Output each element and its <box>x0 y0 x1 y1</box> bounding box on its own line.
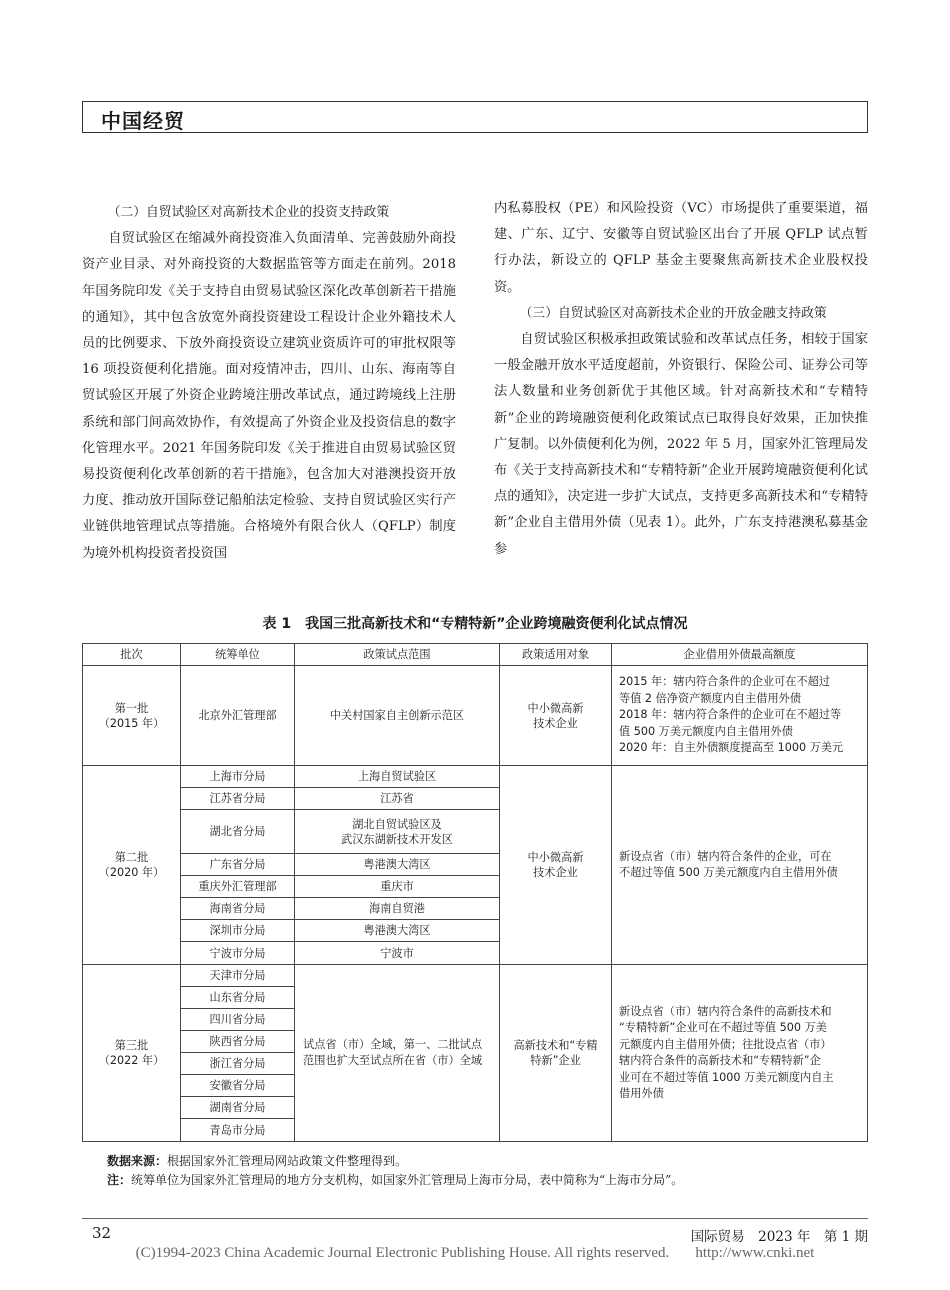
left-paragraph: 自贸试验区在缩减外商投资准入负面清单、完善鼓励外商投资产业目录、对外商投资的大数据监管等方面走在前列。2018 年国务院印发《关于支持自由贸易试验区深化改革创新若干措施的通知》，其中包含放宽外商投资建设工程设计企业外籍技术人员的比例要求、下放外商投资设立建筑业资质许可的审批权限等 16 项投资便利化措施。面对疫情冲击，四川、山东、海南等自贸试验区开展了外资企业跨境注册改革试点，通过跨境线上注册系统和部门间高效协作，有效提高了外资企业及投资信息的数字化管理水平。2021 年国务院印发《关于推进自由贸易试验区贸易投资便利化改革创新的若干措施》，包含加大对港澳投资开放力度、推动放开国际登记船舶法定检验、支持自贸试验区实行产业链供地管理试点等措施。合格境外有限合伙人（QFLP）制度为境外机构投资者投资国 <box>82 231 456 561</box>
limit-line: “专精特新”企业可在不超过等值 500 万美 <box>619 1021 827 1034</box>
cnki-link[interactable]: http://www.cnki.net <box>695 1245 815 1261</box>
journal-header-title: 中国经贸 <box>101 109 185 133</box>
right-column <box>494 196 868 563</box>
batch-cell <box>83 766 181 965</box>
scope-cell: 试点省（市）全域，第一、二批试点范围也扩大至试点所在省（市）全域 <box>295 965 500 1142</box>
scope-cell: 重庆市 <box>295 876 500 898</box>
target-cell <box>500 766 612 965</box>
journal-header-box <box>82 101 868 133</box>
unit-cell: 上海市分局 <box>181 766 295 788</box>
unit-cell: 宁波市分局 <box>181 942 295 965</box>
unit-cell: 北京外汇管理部 <box>181 666 295 766</box>
scope-cell: 江苏省 <box>295 788 500 810</box>
unit-cell: 重庆外汇管理部 <box>181 876 295 898</box>
header-limit: 企业借用外债最高额度 <box>612 644 868 666</box>
scope-cell <box>295 810 500 854</box>
target-line: 技术企业 <box>533 716 578 730</box>
scope-cell: 粤港澳大湾区 <box>295 854 500 876</box>
footer-rule <box>82 1218 868 1219</box>
table-footnote <box>107 1171 683 1188</box>
batch-year: （2022 年） <box>98 1054 165 1067</box>
batch-cell <box>83 666 181 766</box>
batch-label: 第一批 <box>114 701 149 715</box>
footnote-text: 统筹单位为国家外汇管理局的地方分支机构，如国家外汇管理局上海市分局，表中简称为“上海市分局”。 <box>131 1173 684 1187</box>
target-cell <box>500 666 612 766</box>
page-number: 32 <box>92 1224 112 1242</box>
header-unit: 统筹单位 <box>181 644 295 666</box>
scope-cell: 粤港澳大湾区 <box>295 920 500 942</box>
section-subheading-3: （三）自贸试验区对高新技术企业的开放金融支持政策 <box>519 305 827 321</box>
limit-line: 新设点省（市）辖内符合条件的高新技术和 <box>619 1004 832 1018</box>
limit-cell <box>612 965 868 1142</box>
target-line: 中小微高新 <box>527 851 584 864</box>
table-row <box>83 766 868 788</box>
unit-cell: 四川省分局 <box>181 1009 295 1031</box>
unit-cell: 安徽省分局 <box>181 1075 295 1097</box>
target-line: 中小微高新 <box>527 701 584 715</box>
limit-line: 元额度内自主借用外债；往批设点省（市） <box>619 1037 832 1051</box>
batch-year: （2015 年） <box>98 716 165 730</box>
data-source-text: 根据国家外汇管理局网站政策文件整理得到。 <box>167 1154 408 1168</box>
batch-label: 第二批 <box>114 851 149 864</box>
unit-cell: 山东省分局 <box>181 987 295 1009</box>
unit-cell: 青岛市分局 <box>181 1119 295 1142</box>
right-paragraph-2: 自贸试验区积极承担政策试验和改革试点任务，相较于国家一般金融开放水平适度超前，外资银行、保险公司、证券公司等法人数量和业务创新优于其他区域。针对高新技术和“专精特新”企业的跨境融资便利化政策试点已取得良好效果，正加快推广复制。以外债便利化为例，2022 年 5 月，国家外汇管理局发布《关于支持高新技术和“专精特新”企业开展跨境融资便利化试点的通知》，决定进一步扩大试点，支持更多高新技术和“专精特新”企业自主借用外债（见表 1）。此外，广东支持港澳私募基金参 <box>494 332 868 557</box>
batch-year: （2020 年） <box>98 866 165 879</box>
journal-issue: 国际贸易 2023 年 第 1 期 <box>690 1229 868 1245</box>
limit-line: 2018 年：辖内符合条件的企业可在不超过等 <box>619 708 842 722</box>
limit-cell <box>612 766 868 965</box>
target-line: 特新”企业 <box>530 1054 581 1067</box>
target-cell <box>500 965 612 1142</box>
pilot-table <box>82 643 868 1142</box>
scope-cell: 宁波市 <box>295 942 500 965</box>
copyright-text: (C)1994-2023 China Academic Journal Electronic Publishing House. All rights reserved. <box>135 1245 670 1261</box>
header-batch: 批次 <box>83 644 181 666</box>
batch-cell <box>83 965 181 1142</box>
unit-cell: 湖北省分局 <box>181 810 295 854</box>
target-line: 高新技术和“专精 <box>513 1039 598 1052</box>
scope-line: 武汉东湖新技术开发区 <box>341 832 453 846</box>
limit-line: 值 500 万美元额度内自主借用外债 <box>619 724 793 738</box>
limit-line: 2015 年：辖内符合条件的企业可在不超过 <box>619 675 831 689</box>
limit-line: 借用外债 <box>619 1087 664 1100</box>
limit-line: 2020 年：自主外债额度提高至 1000 万美元 <box>619 741 844 755</box>
scope-cell: 海南自贸港 <box>295 898 500 920</box>
header-scope: 政策试点范围 <box>295 644 500 666</box>
unit-cell: 深圳市分局 <box>181 920 295 942</box>
header-target: 政策适用对象 <box>500 644 612 666</box>
unit-cell: 湖南省分局 <box>181 1097 295 1119</box>
limit-line: 不超过等值 500 万美元额度内自主借用外债 <box>619 866 838 879</box>
data-source-note <box>107 1152 407 1169</box>
unit-cell: 浙江省分局 <box>181 1053 295 1075</box>
table-header-row <box>83 644 868 666</box>
batch-label: 第三批 <box>114 1039 149 1052</box>
limit-line: 新设点省（市）辖内符合条件的企业，可在 <box>619 849 832 863</box>
copyright-line <box>0 1245 950 1262</box>
limit-line: 辖内符合条件的高新技术和“专精特新”企 <box>619 1054 821 1067</box>
scope-cell: 中关村国家自主创新示范区 <box>295 666 500 766</box>
left-column <box>82 200 456 567</box>
data-source-label: 数据来源： <box>107 1154 168 1168</box>
unit-cell: 海南省分局 <box>181 898 295 920</box>
limit-line: 等值 2 倍净资产额度内自主借用外债 <box>619 691 802 705</box>
scope-line: 湖北自贸试验区及 <box>352 817 442 831</box>
target-line: 技术企业 <box>533 866 578 879</box>
right-paragraph-1: 内私募股权（PE）和风险投资（VC）市场提供了重要渠道，福建、广东、辽宁、安徽等自贸试验区出台了开展 QFLP 试点暂行办法，新设立的 QFLP 基金主要聚焦高新技术企业股权投资。 <box>494 201 868 295</box>
table-caption: 表 1 我国三批高新技术和“专精特新”企业跨境融资便利化试点情况 <box>262 616 688 632</box>
table-row <box>83 666 868 766</box>
unit-cell: 陕西省分局 <box>181 1031 295 1053</box>
limit-cell <box>612 666 868 766</box>
unit-cell: 广东省分局 <box>181 854 295 876</box>
footnote-label: 注： <box>107 1173 132 1187</box>
section-subheading-2: （二）自贸试验区对高新技术企业的投资支持政策 <box>107 205 390 220</box>
unit-cell: 江苏省分局 <box>181 788 295 810</box>
limit-line: 业可在不超过等值 1000 万美元额度内自主 <box>619 1070 834 1084</box>
unit-cell: 天津市分局 <box>181 965 295 987</box>
scope-cell: 上海自贸试验区 <box>295 766 500 788</box>
table-row <box>83 965 868 987</box>
